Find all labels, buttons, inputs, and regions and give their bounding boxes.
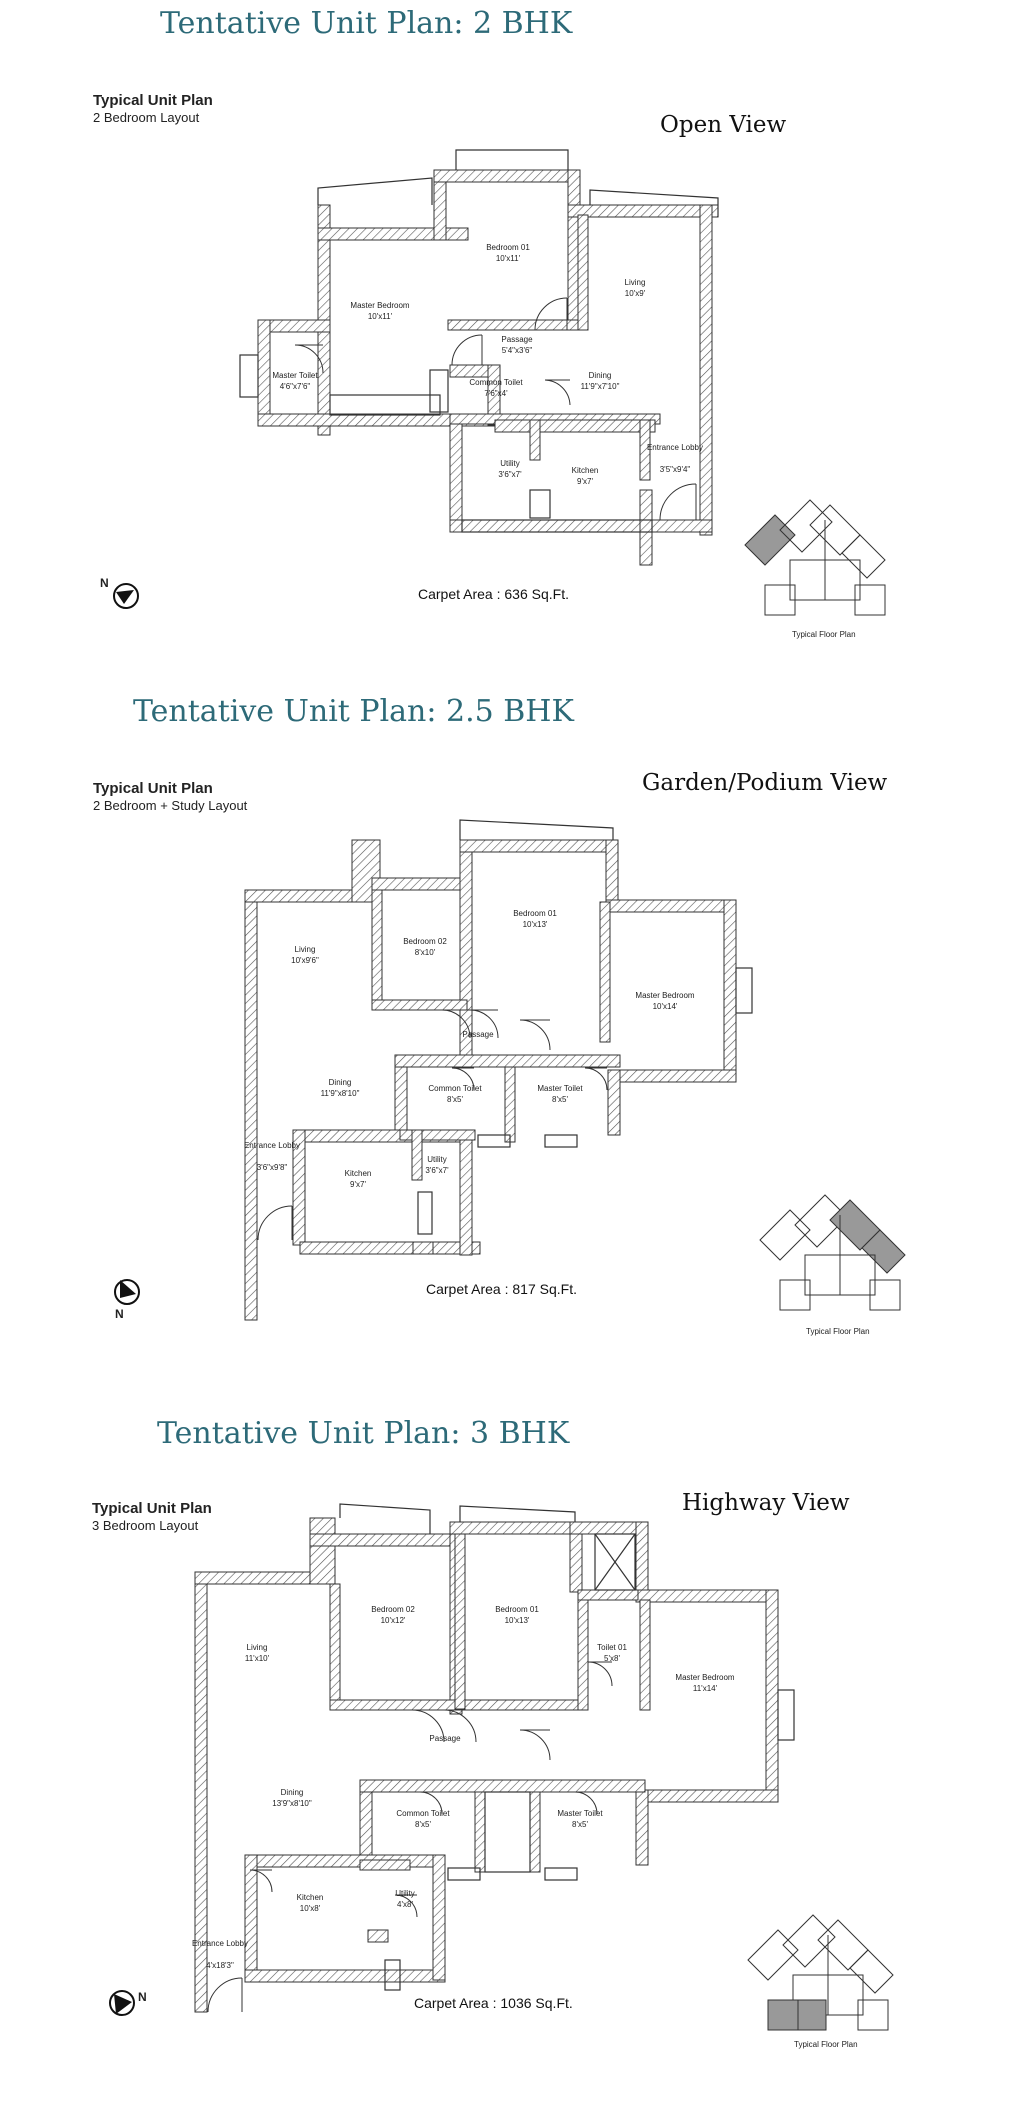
room-size: 10'x13' bbox=[504, 1616, 530, 1625]
keyplan-caption: Typical Floor Plan bbox=[794, 2040, 858, 2049]
room-label: Bedroom 01 bbox=[486, 243, 530, 252]
north-label: N bbox=[138, 1990, 147, 2004]
room-size: 4'x8' bbox=[397, 1900, 413, 1909]
key-plan-icon bbox=[748, 1915, 893, 2030]
room-size: 8'x10' bbox=[414, 948, 436, 957]
room-size: 3'5"x9'4" bbox=[659, 465, 691, 474]
room-label: Bedroom 02 bbox=[403, 937, 447, 946]
key-plan-icon bbox=[745, 500, 885, 615]
room-label: Living bbox=[294, 945, 316, 954]
room-size: 10'x13' bbox=[522, 920, 548, 929]
room-label: Master Bedroom bbox=[635, 991, 695, 1000]
view-label: Open View bbox=[660, 112, 787, 138]
carpet-area-value: 1036 Sq.Ft. bbox=[500, 1995, 573, 2011]
room-label: Dining bbox=[328, 1078, 352, 1087]
carpet-area bbox=[418, 586, 569, 602]
room-size: 8'x5' bbox=[572, 1820, 588, 1829]
room-size: 8'x5' bbox=[552, 1095, 568, 1104]
room-size: 11'9"x7'10" bbox=[580, 382, 620, 391]
room-label: Entrance Lobby bbox=[646, 443, 704, 452]
compass-icon bbox=[114, 584, 138, 608]
plan-title: Tentative Unit Plan: 3 BHK bbox=[157, 1416, 570, 1451]
plan-subtitle: Typical Unit Plan bbox=[93, 92, 213, 109]
room-label: Passage bbox=[462, 1030, 494, 1039]
room-size: 8'x5' bbox=[447, 1095, 463, 1104]
room-label: Master Bedroom bbox=[675, 1673, 735, 1682]
floor-plan-2bhk bbox=[0, 0, 1027, 660]
plan-layout: 2 Bedroom Layout bbox=[93, 110, 200, 125]
room-size: 9'x7' bbox=[350, 1180, 366, 1189]
room-size: 10'x11' bbox=[367, 312, 393, 321]
room-size: 10'x9' bbox=[624, 289, 646, 298]
room-label: Common Toilet bbox=[396, 1809, 450, 1818]
room-label: Entrance Lobby bbox=[191, 1939, 249, 1948]
carpet-area-label: Carpet Area : bbox=[418, 586, 501, 602]
room-size: 10'x8' bbox=[299, 1904, 321, 1913]
room-label: Master Toilet bbox=[557, 1809, 603, 1818]
compass-icon bbox=[110, 1991, 134, 2015]
room-size: 3'6"x9'8" bbox=[256, 1163, 288, 1172]
room-label: Master Toilet bbox=[537, 1084, 583, 1093]
carpet-area-label: Carpet Area : bbox=[426, 1281, 509, 1297]
room-size: 3'6"x7' bbox=[425, 1166, 449, 1175]
plan-layout: 2 Bedroom + Study Layout bbox=[93, 798, 248, 813]
room-label: Passage bbox=[501, 335, 533, 344]
room-size: 5'x8' bbox=[604, 1654, 620, 1663]
room-size: 11'9"x8'10" bbox=[320, 1089, 360, 1098]
room-size: 13'9"x8'10" bbox=[272, 1799, 312, 1808]
room-label: Utility bbox=[395, 1889, 415, 1898]
room-label: Common Toilet bbox=[469, 378, 523, 387]
view-label: Garden/Podium View bbox=[642, 770, 888, 796]
room-label: Passage bbox=[429, 1734, 461, 1743]
plan-title: Tentative Unit Plan: 2 BHK bbox=[160, 6, 573, 41]
keyplan-caption: Typical Floor Plan bbox=[792, 630, 856, 639]
room-label: Utility bbox=[427, 1155, 447, 1164]
room-size: 10'x9'6" bbox=[291, 956, 319, 965]
room-size: 4'6"x7'6" bbox=[279, 382, 311, 391]
floor-plan-25bhk bbox=[0, 680, 1027, 1380]
room-size: 11'x10' bbox=[244, 1654, 270, 1663]
room-size: 4'x18'3" bbox=[206, 1961, 234, 1970]
keyplan-caption: Typical Floor Plan bbox=[806, 1327, 870, 1336]
room-label: Toilet 01 bbox=[597, 1643, 627, 1652]
room-size: 10'x12' bbox=[380, 1616, 406, 1625]
room-label: Common Toilet bbox=[428, 1084, 482, 1093]
plan-subtitle: Typical Unit Plan bbox=[93, 780, 213, 797]
room-label: Kitchen bbox=[344, 1169, 372, 1178]
key-plan-icon bbox=[760, 1195, 905, 1310]
plan-25bhk bbox=[0, 680, 1027, 1380]
room-label: Master Toilet bbox=[272, 371, 318, 380]
carpet-area-label: Carpet Area : bbox=[414, 1995, 497, 2011]
room-size: 9'x7' bbox=[577, 477, 593, 486]
room-label: Bedroom 01 bbox=[495, 1605, 539, 1614]
plan-title: Tentative Unit Plan: 2.5 BHK bbox=[133, 694, 574, 729]
room-size: 11'x14' bbox=[692, 1684, 718, 1693]
plan-subtitle: Typical Unit Plan bbox=[92, 1500, 212, 1517]
room-label: Entrance Lobby bbox=[243, 1141, 301, 1150]
room-label: Utility bbox=[500, 459, 520, 468]
room-label: Master Bedroom bbox=[350, 301, 410, 310]
view-label: Highway View bbox=[682, 1490, 850, 1516]
carpet-area-value: 817 Sq.Ft. bbox=[512, 1281, 577, 1297]
room-label: Bedroom 01 bbox=[513, 909, 557, 918]
plan-layout: 3 Bedroom Layout bbox=[92, 1518, 199, 1533]
floor-plan-3bhk bbox=[0, 1400, 1027, 2126]
room-label: Kitchen bbox=[296, 1893, 324, 1902]
room-label: Living bbox=[624, 278, 646, 287]
room-size: 10'x14' bbox=[652, 1002, 678, 1011]
room-size: 7'6"x4' bbox=[484, 389, 508, 398]
plan-3bhk bbox=[0, 1400, 1027, 2126]
room-label: Bedroom 02 bbox=[371, 1605, 415, 1614]
plan-2bhk bbox=[0, 0, 1027, 660]
room-size: 8'x5' bbox=[415, 1820, 431, 1829]
room-size: 3'6"x7' bbox=[498, 470, 522, 479]
room-label: Living bbox=[246, 1643, 268, 1652]
compass-icon bbox=[115, 1280, 139, 1304]
carpet-area bbox=[414, 1995, 573, 2011]
room-size: 5'4"x3'6" bbox=[501, 346, 533, 355]
room-label: Dining bbox=[588, 371, 612, 380]
room-label: Dining bbox=[280, 1788, 304, 1797]
north-label: N bbox=[100, 576, 109, 590]
carpet-area bbox=[426, 1281, 577, 1297]
carpet-area-value: 636 Sq.Ft. bbox=[504, 586, 569, 602]
room-label: Kitchen bbox=[571, 466, 599, 475]
north-label: N bbox=[115, 1307, 124, 1321]
room-size: 10'x11' bbox=[495, 254, 521, 263]
